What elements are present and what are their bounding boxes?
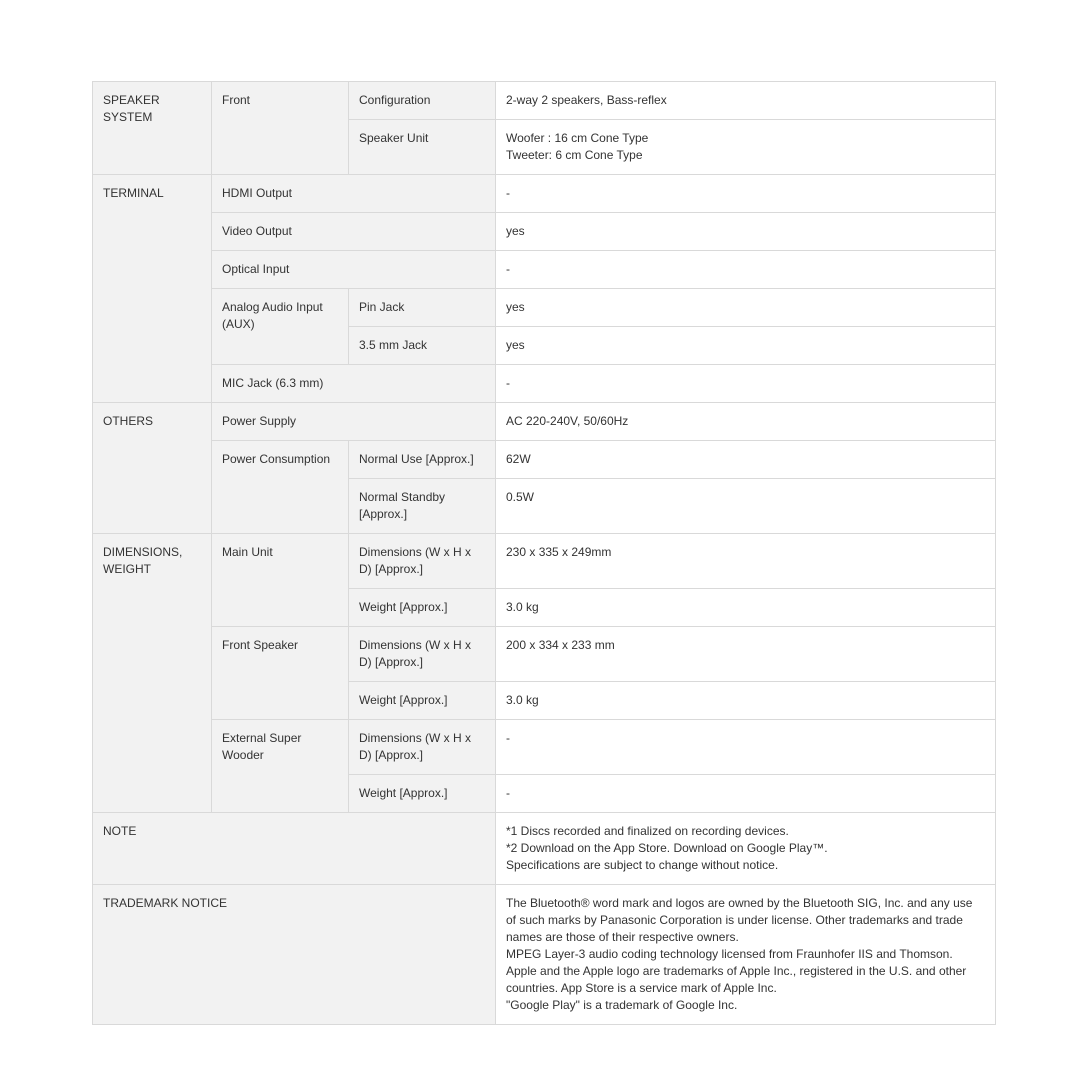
table-row [93,251,996,289]
main-unit-dimensions-value: 230 x 335 x 249mm [496,534,996,589]
external-super-wooder-weight-value: - [496,775,996,813]
main-unit-label: Main Unit [212,534,349,627]
note-line: *1 Discs recorded and finalized on recording devices. [506,824,789,838]
category-others: OTHERS [93,403,212,534]
trademark-paragraph: Apple and the Apple logo are trademarks of Apple Inc., registered in the U.S. and other countries. App Store is a service mark of Apple Inc. [506,964,967,995]
table-row [93,534,996,589]
jack-35-label: 3.5 mm Jack [349,327,496,365]
speaker-unit-label: Speaker Unit [349,120,496,175]
main-unit-weight-label: Weight [Approx.] [349,589,496,627]
note-label: NOTE [93,813,496,885]
front-speaker-dimensions-label: Dimensions (W x H x D) [Approx.] [349,627,496,682]
category-speaker-system: SPEAKER SYSTEM [93,82,212,175]
normal-standby-label: Normal Standby [Approx.] [349,479,496,534]
power-supply-value: AC 220-240V, 50/60Hz [496,403,996,441]
table-row [93,175,996,213]
pin-jack-value: yes [496,289,996,327]
table-row [93,82,996,120]
speaker-unit-tweeter: Tweeter: 6 cm Cone Type [506,148,643,162]
trademark-paragraph: "Google Play" is a trademark of Google Inc. [506,998,738,1012]
trademark-paragraph: MPEG Layer-3 audio coding technology licensed from Fraunhofer IIS and Thomson. [506,947,953,961]
external-super-wooder-dimensions-value: - [496,720,996,775]
table-row [93,289,996,327]
trademark-paragraph: The Bluetooth® word mark and logos are owned by the Bluetooth SIG, Inc. and any use of such marks by Panasonic Corporation is under license. Other trademarks and trade names are those of their respective owners. [506,896,973,944]
table-row [93,441,996,479]
table-row [93,885,996,1025]
trademark-notice-value [496,885,996,1025]
table-row [93,627,996,682]
table-row [93,213,996,251]
category-dimensions-weight: DIMENSIONS, WEIGHT [93,534,212,813]
table-row [93,365,996,403]
front-speaker-weight-value: 3.0 kg [496,682,996,720]
external-super-wooder-label: External Super Wooder [212,720,349,813]
external-super-wooder-dimensions-label: Dimensions (W x H x D) [Approx.] [349,720,496,775]
power-supply-label: Power Supply [212,403,496,441]
note-line: *2 Download on the App Store. Download on Google Play™. [506,841,828,855]
pin-jack-label: Pin Jack [349,289,496,327]
hdmi-output-label: HDMI Output [212,175,496,213]
note-value [496,813,996,885]
speaker-unit-woofer: Woofer : 16 cm Cone Type [506,131,649,145]
specifications-table [92,81,996,1025]
hdmi-output-value: - [496,175,996,213]
table-row [93,720,996,775]
front-speaker-weight-label: Weight [Approx.] [349,682,496,720]
external-super-wooder-weight-label: Weight [Approx.] [349,775,496,813]
configuration-label: Configuration [349,82,496,120]
analog-audio-input-label: Analog Audio Input (AUX) [212,289,349,365]
power-consumption-label: Power Consumption [212,441,349,534]
configuration-value: 2-way 2 speakers, Bass-reflex [496,82,996,120]
note-line: Specifications are subject to change without notice. [506,858,779,872]
main-unit-dimensions-label: Dimensions (W x H x D) [Approx.] [349,534,496,589]
category-terminal: TERMINAL [93,175,212,403]
mic-jack-value: - [496,365,996,403]
table-row [93,403,996,441]
optical-input-label: Optical Input [212,251,496,289]
normal-standby-value: 0.5W [496,479,996,534]
video-output-label: Video Output [212,213,496,251]
front-label: Front [212,82,349,175]
spec-table-container [92,81,995,1025]
main-unit-weight-value: 3.0 kg [496,589,996,627]
jack-35-value: yes [496,327,996,365]
optical-input-value: - [496,251,996,289]
front-speaker-label: Front Speaker [212,627,349,720]
front-speaker-dimensions-value: 200 x 334 x 233 mm [496,627,996,682]
normal-use-label: Normal Use [Approx.] [349,441,496,479]
speaker-unit-value [496,120,996,175]
video-output-value: yes [496,213,996,251]
normal-use-value: 62W [496,441,996,479]
table-row [93,813,996,885]
mic-jack-label: MIC Jack (6.3 mm) [212,365,496,403]
trademark-notice-label: TRADEMARK NOTICE [93,885,496,1025]
